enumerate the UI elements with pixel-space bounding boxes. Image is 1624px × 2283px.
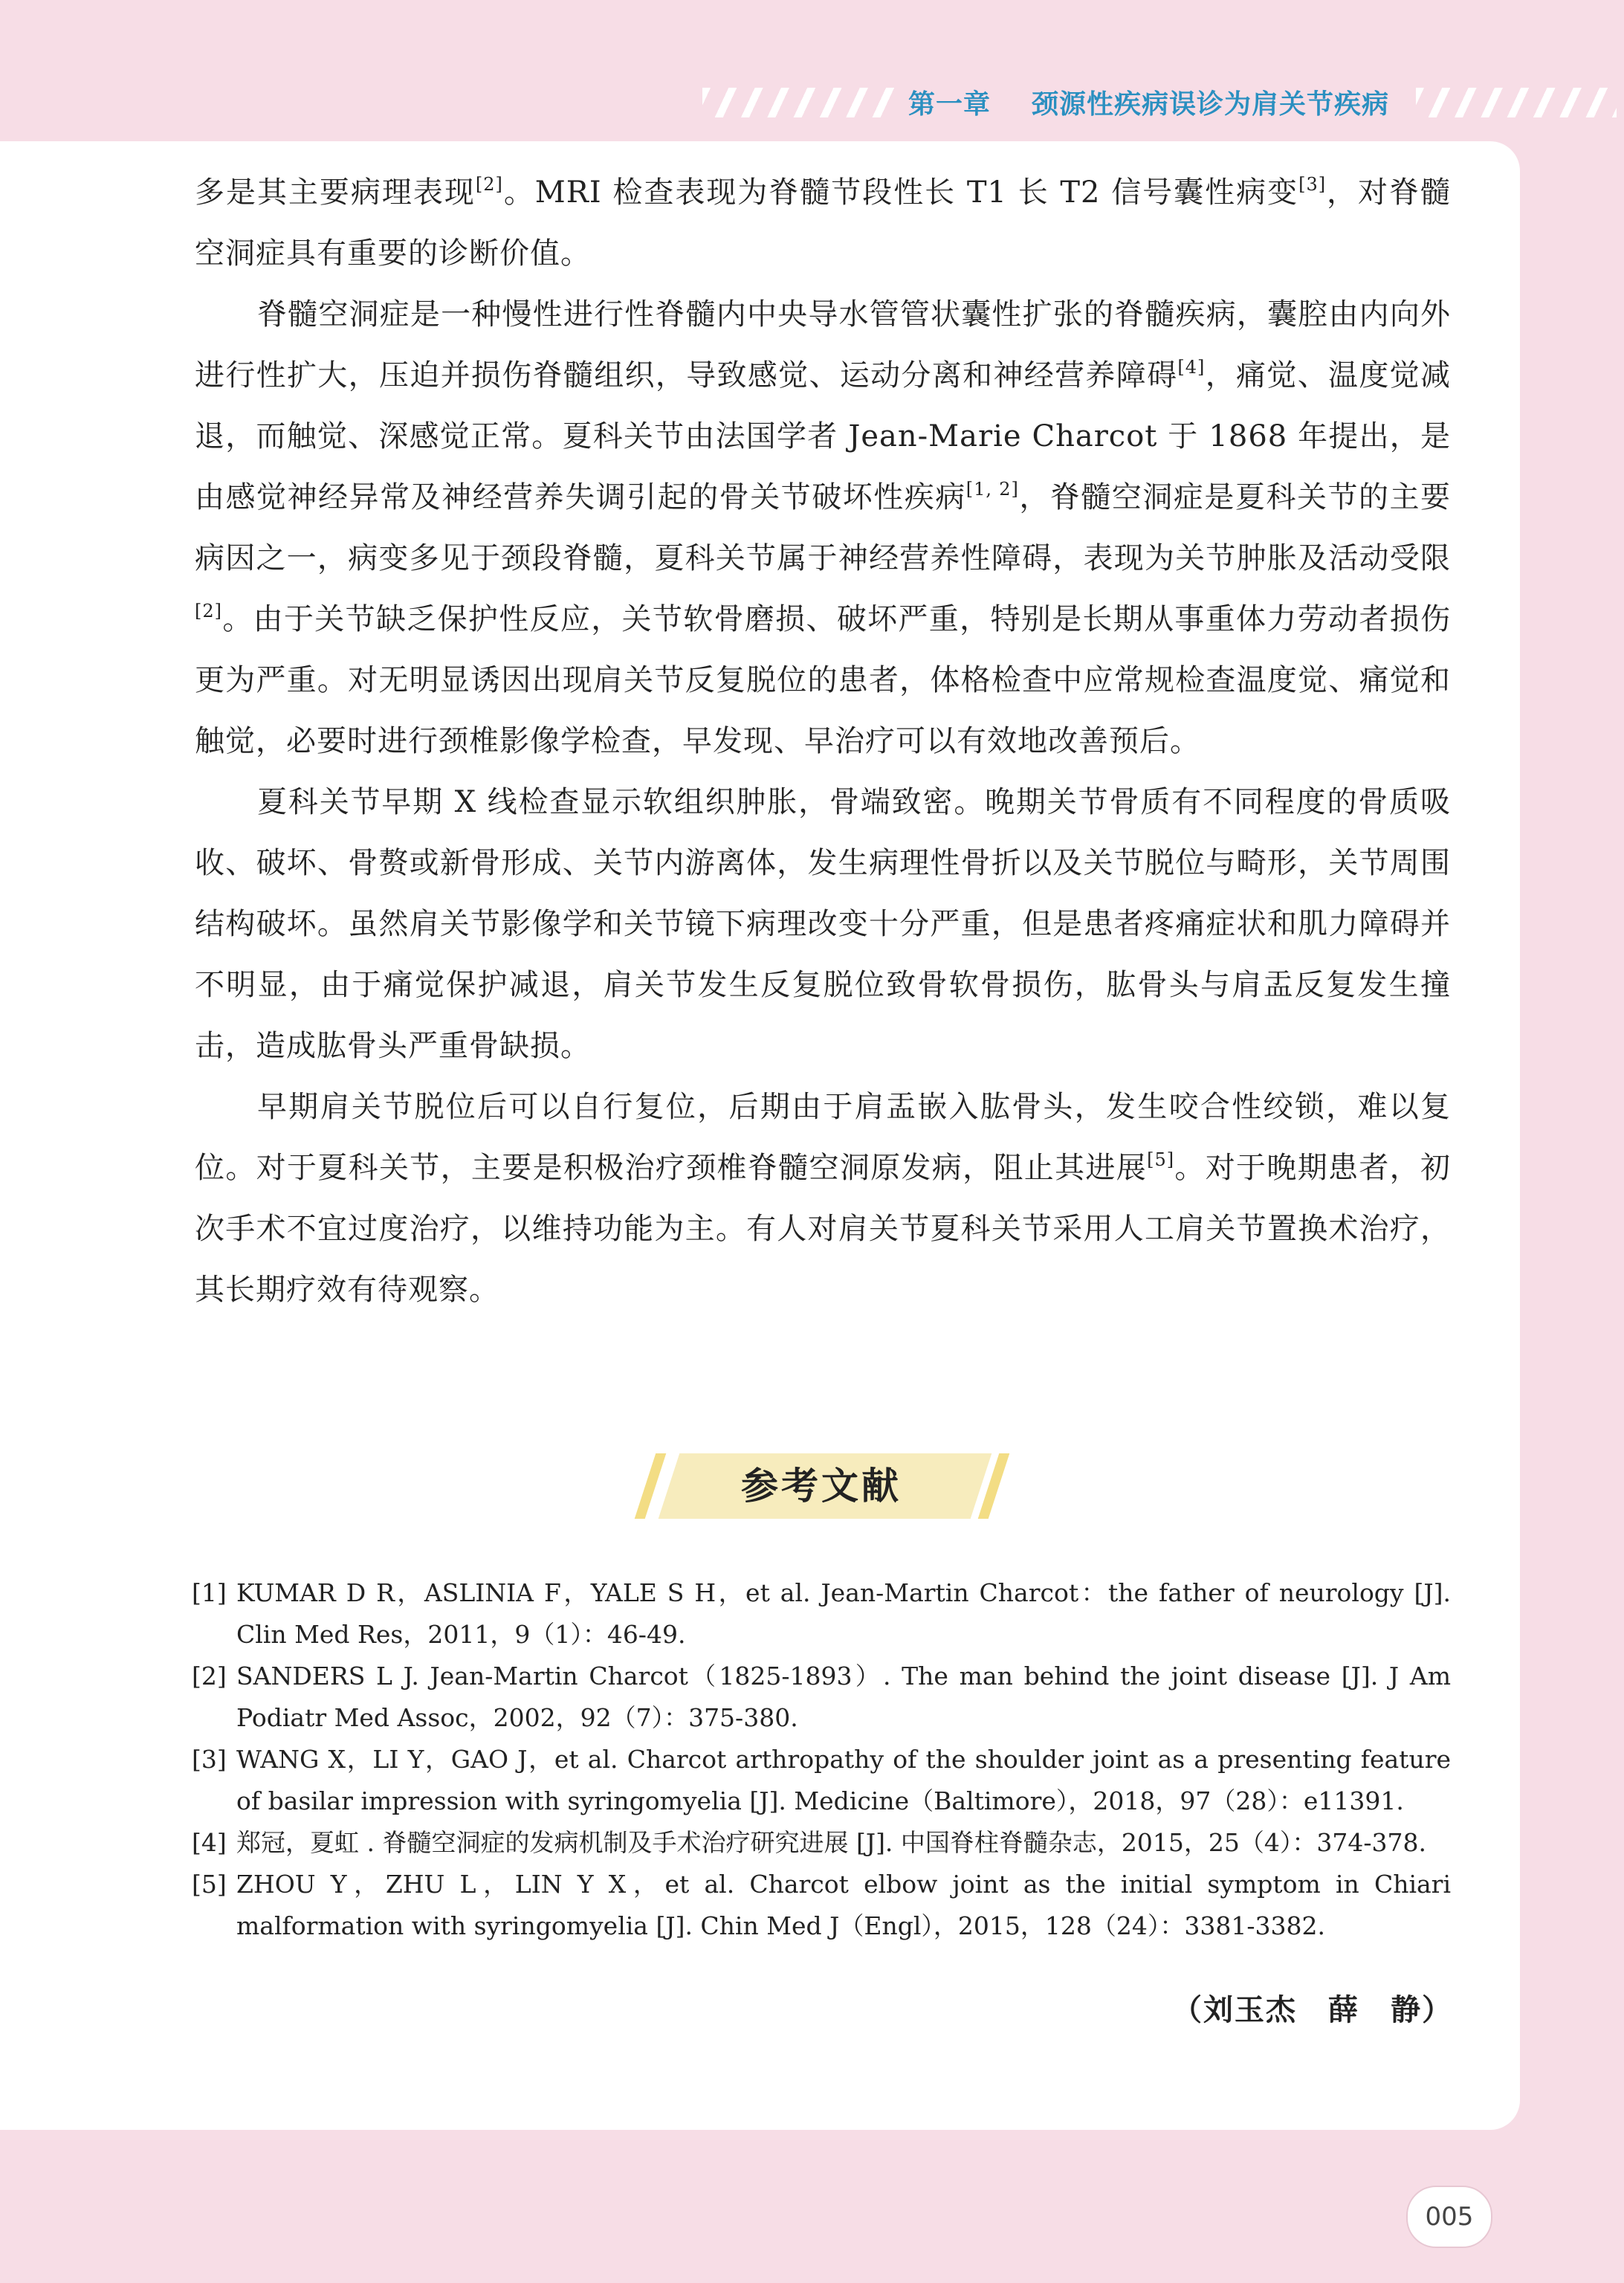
paragraph-2: 脊髓空洞症是一种慢性进行性脊髓内中央导水管管状囊性扩张的脊髓疾病，囊腔由内向外进行性扩大，压迫并损伤脊髓组织，导致感觉、运动分离和神经营养障碍[4]，痛觉、温度觉减退，而触觉、深感觉正常。夏科关节由法国学者 Jean-Marie Charcot 于 1868 年提出，是由感觉神经异常及神经营养失调引起的骨关节破坏性疾病[1, 2]，脊髓空洞症是夏科关节的主要病因之一，病变多见于颈段脊髓，夏科关节属于神经营养性障碍，表现为关节肿胀及活动受限[2]。由于关节缺乏保护性反应，关节软骨磨损、破坏严重，特别是长期从事重体力劳动者损伤更为严重。对无明显诱因出现肩关节反复脱位的患者，体格检查中应常规检查温度觉、痛觉和触觉，必要时进行颈椎影像学检查，早发现、早治疗可以有效地改善预后。 [195,297,1452,758]
citation: [1, 2] [965,479,1019,500]
citation: [2] [195,601,222,621]
citation: [5] [1147,1149,1175,1170]
reference-item: [3] WANG X，LI Y，GAO J，et al. Charcot arthropathy of the shoulder joint as a presenting feature of basilar impression with syringomyelia [J]. Medicine（Baltimore），2018，97（28）：e11391. [192,1745,1451,1815]
chapter-title: 颈源性疾病误诊为肩关节疾病 [1032,89,1390,120]
citation: [3] [1298,174,1327,195]
paragraph-1: 多是其主要病理表现[2]。MRI 检查表现为脊髓节段性长 T1 长 T2 信号囊性病变[3]，对脊髓空洞症具有重要的诊断价值。 [195,174,1452,271]
page-number: 005 [1406,2186,1492,2248]
reference-list [192,1572,1451,1947]
reference-item: [5] ZHOU Y，ZHU L，LIN Y X，et al. Charcot elbow joint as the initial symptom in Chiari malformation with syringomyelia [J]. Chin Med J（Engl），2015，128（24）：3381-3382. [192,1870,1451,1940]
references-heading [639,1453,1003,1519]
header-stripes-right [1416,88,1617,117]
paragraph-3: 夏科关节早期 X 线检查显示软组织肿胀，骨端致密。晚期关节骨质有不同程度的骨质吸收、破坏、骨赘或新骨形成、关节内游离体，发生病理性骨折以及关节脱位与畸形，关节周围结构破坏。虽然肩关节影像学和关节镜下病理改变十分严重，但是患者疼痛症状和肌力障碍并不明显，由于痛觉保护减退，肩关节发生反复脱位致骨软骨损伤，肱骨头与肩盂反复发生撞击，造成肱骨头严重骨缺损。 [195,785,1451,1063]
citation: [4] [1177,357,1206,378]
reference-item: [4] 郑冠，夏虹 . 脊髓空洞症的发病机制及手术治疗研究进展 [J]. 中国脊柱脊髓杂志，2015，25（4）：374-378. [192,1828,1426,1857]
reference-item: [2] SANDERS L J. Jean-Martin Charcot（1825-1893）. The man behind the joint disease [J]. J Am Podiatr Med Assoc，2002，92（7）：375-380. [192,1662,1451,1732]
header-band [0,0,1624,141]
reference-item: [1] KUMAR D R，ASLINIA F，YALE S H，et al. Jean-Martin Charcot：the father of neurology [J]. Clin Med Res，2011，9（1）：46-49. [192,1578,1451,1649]
body-text [195,162,1451,1320]
header-stripes-left [702,88,896,117]
author-credit: （刘玉杰 薛 静） [1172,1993,1453,2027]
chapter-label: 第一章 [908,89,991,120]
paragraph-4: 早期肩关节脱位后可以自行复位，后期由于肩盂嵌入肱骨头，发生咬合性绞锁，难以复位。对于夏科关节，主要是积极治疗颈椎脊髓空洞原发病，阻止其进展[5]。对于晚期患者，初次手术不宜过度治疗，以维持功能为主。有人对肩关节夏科关节采用人工肩关节置换术治疗，其长期疗效有待观察。 [195,1090,1452,1307]
citation: [2] [475,174,503,195]
references-heading-text: 参考文献 [741,1465,902,1508]
